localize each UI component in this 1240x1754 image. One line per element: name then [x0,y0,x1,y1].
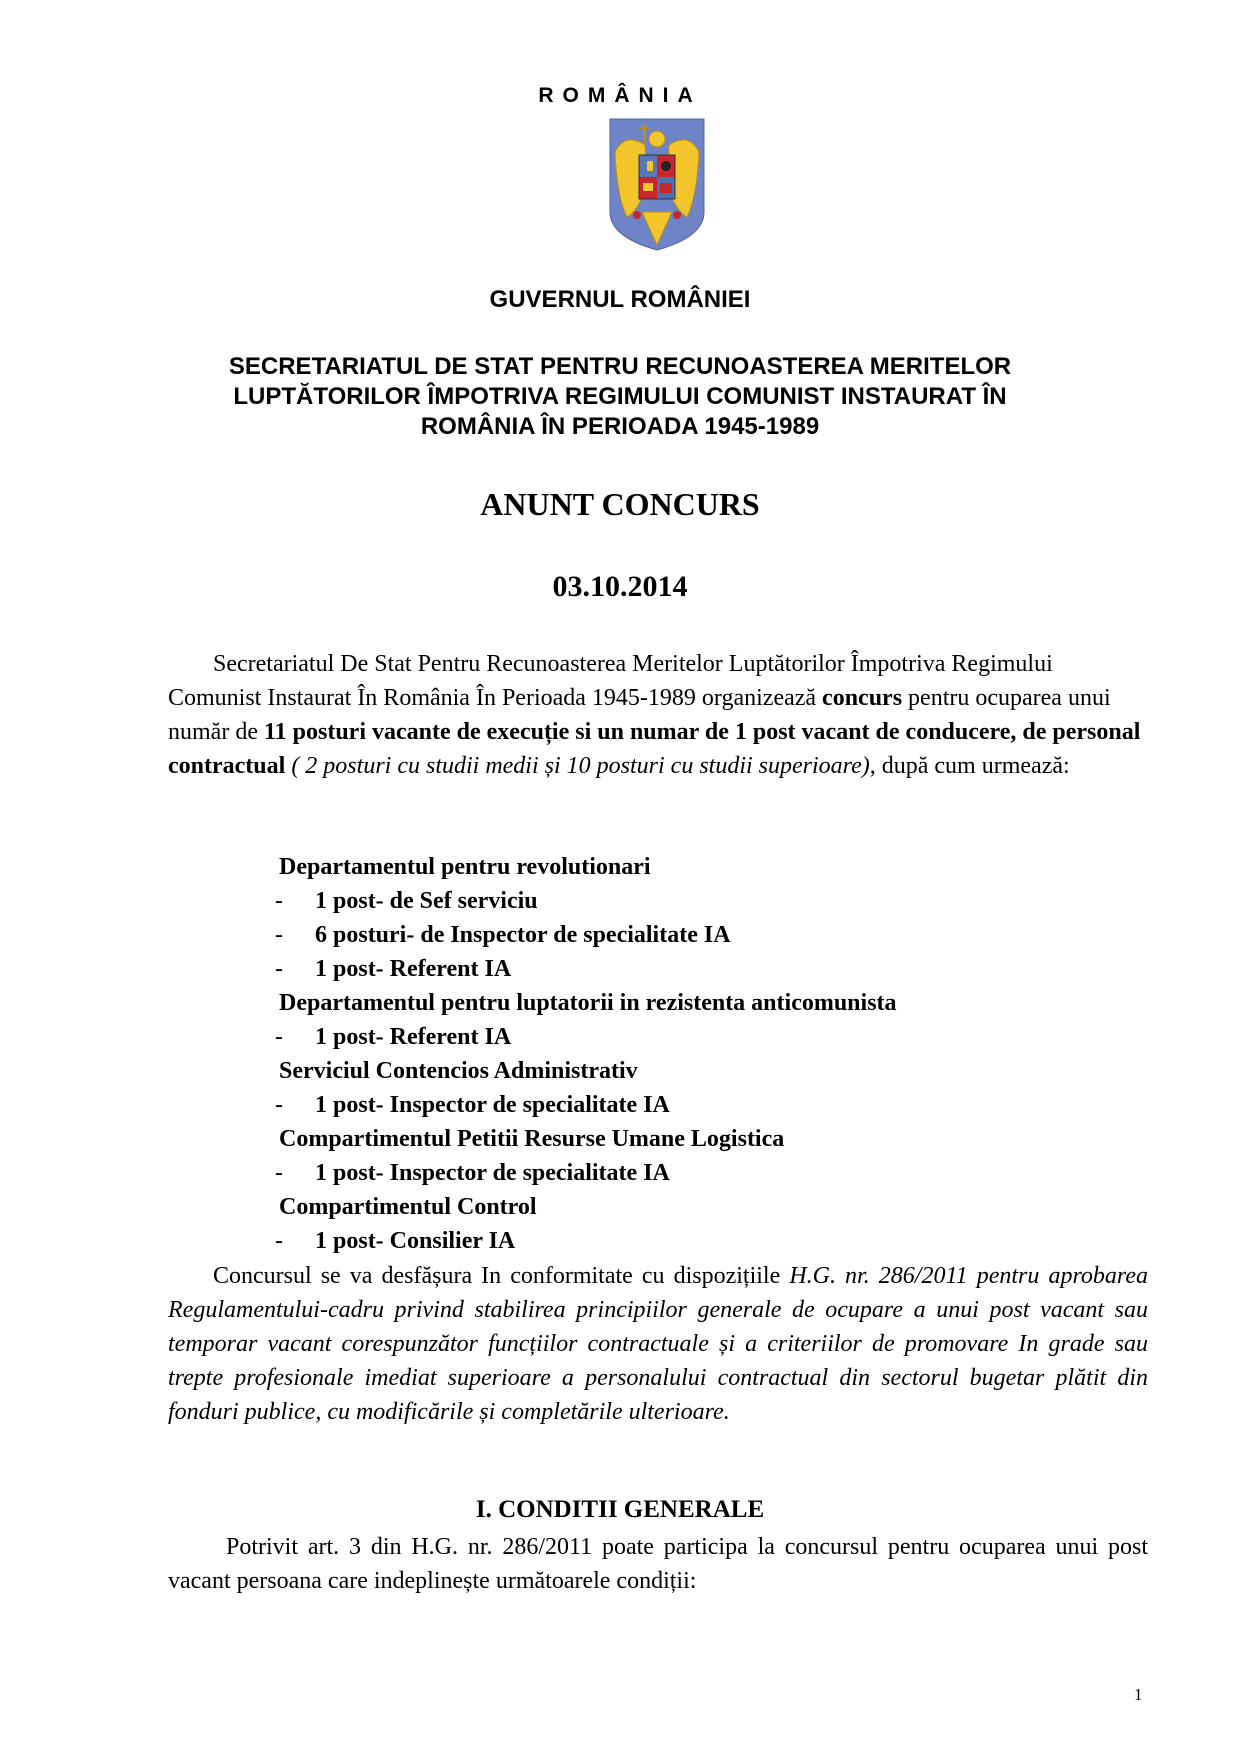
intro-posts-count: 11 posturi vacante de execuție si un numar de 1 post vacant de conducere, de personal contractual [168,719,1141,779]
institution-heading [150,352,1090,442]
romanian-coat-of-arms-icon [607,117,707,252]
institution-line: SECRETARIATUL DE STAT PENTRU RECUNOASTEREA MERITELOR [228,353,1012,380]
document-date: 03.10.2014 [552,570,688,603]
institution-line: LUPTĂTORILOR ÎMPOTRIVA REGIMULUI COMUNIST INSTAURAT ÎN [233,383,1007,410]
page-number: 1 [1134,1685,1143,1704]
position-item: - 1 post- Consilier IA [275,1228,516,1254]
section-heading: I. CONDITII GENERALE [475,1496,765,1523]
legal-text: Concursul se va desfășura In conformitate cu dispozițiile [213,1263,790,1289]
positions-list [275,850,897,1258]
legal-basis-paragraph [168,1259,1148,1429]
country-heading: ROMÂNIA [538,84,702,107]
legal-reference: H.G. nr. 286/2011 pentru aprobarea Regulamentului-cadru privind stabilirea principiilor generale de ocupare a unui post vacant sau temporar vacant corespunzător funcțiilor contractuale și a criteriilor de promovare In grade sau trepte profesionale imediat superioare a personalului contractual din sectorul bugetar plătit din fonduri publice, cu modificările și completările ulterioare. [168,1263,1148,1425]
position-item: - 6 posturi- de Inspector de specialitate IA [275,922,731,948]
position-item: - 1 post- Inspector de specialitate IA [275,1092,670,1118]
government-heading: GUVERNUL ROMÂNIEI [489,286,751,313]
department-name: Departamentul pentru revolutionari [279,854,651,880]
department-name: Departamentul pentru luptatorii in rezistenta anticomunista [279,990,897,1016]
intro-concurs: concurs [822,685,903,711]
conditions-paragraph [168,1530,1148,1598]
department-name: Serviciul Contencios Administrativ [279,1058,638,1084]
intro-text: , după cum urmează: [869,753,1070,779]
position-item: - 1 post- de Sef serviciu [275,888,538,914]
institution-line: ROMÂNIA ÎN PERIOADA 1945-1989 [420,413,820,440]
department-name: Compartimentul Control [279,1194,537,1220]
department-name: Compartimentul Petitii Resurse Umane Logistica [279,1126,785,1152]
position-item: - 1 post- Inspector de specialitate IA [275,1160,670,1186]
intro-paragraph [168,647,1148,783]
intro-text: pentru ocuparea unui număr de [168,685,1111,745]
intro-note: ( 2 posturi cu studii medii și 10 posturi cu studii superioare) [285,753,870,779]
conditions-text: Potrivit art. 3 din H.G. nr. 286/2011 poate participa la concursul pentru ocuparea unui post vacant persoana care indeplinește următoarele condiții: [168,1534,1148,1594]
intro-text: Secretariatul De Stat Pentru Recunoasterea Meritelor Luptătorilor Împotriva Regimului Comunist Instaurat În România În Perioada 1945-1989 organizează [168,651,1053,711]
document-title: ANUNT CONCURS [480,486,760,522]
position-item: - 1 post- Referent IA [275,1024,512,1050]
position-item: - 1 post- Referent IA [275,956,512,982]
